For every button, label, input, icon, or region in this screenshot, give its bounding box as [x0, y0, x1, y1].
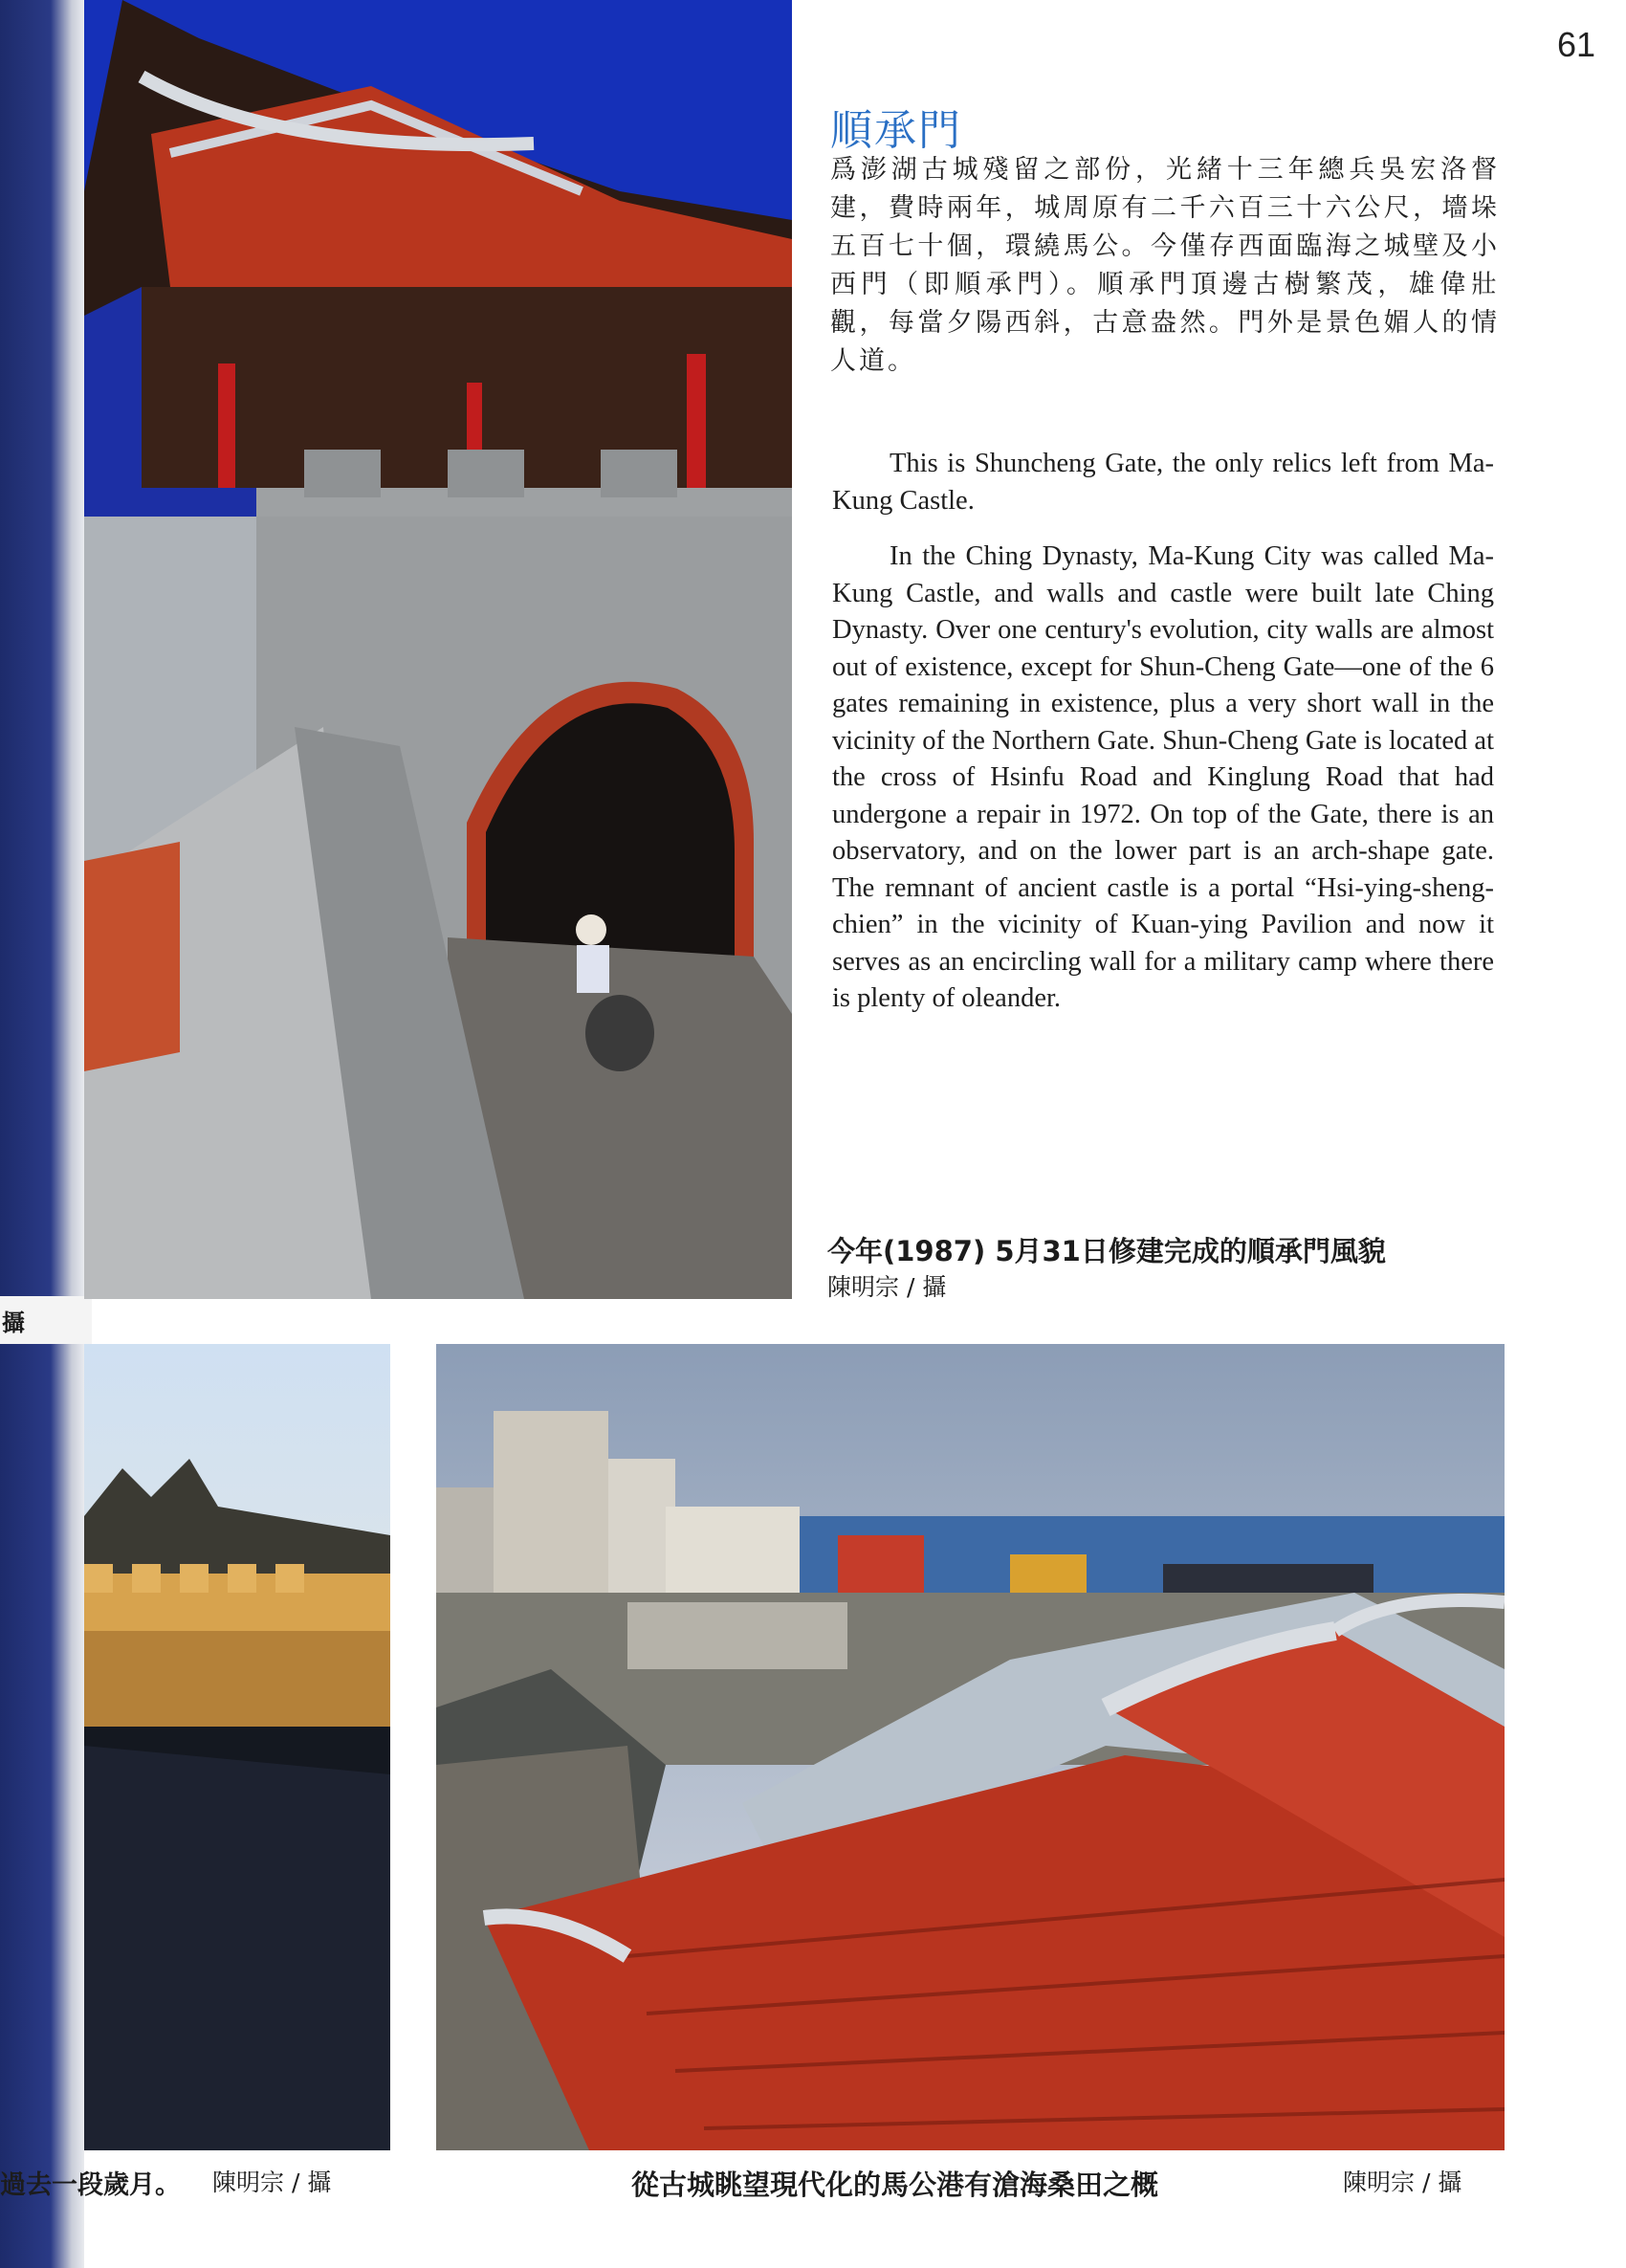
gutter-caption-fragment: 攝: [2, 1310, 25, 1336]
caption-wall-credit: 陳明宗 / 攝: [212, 2169, 332, 2196]
english-paragraph-2: [832, 539, 1494, 1018]
chinese-description: 爲澎湖古城殘留之部份，光緒十三年總兵吳宏洛督建，費時兩年，城周原有二千六百三十六公尺，墻垛五百七十個，環繞馬公。今僅存西面臨海之城壁及小西門（即順承門）。順承門頂邊古樹繁茂，雄偉壯觀，每當夕陽西斜，古意盎然。門外是景色媚人的情人道。: [830, 155, 1500, 376]
section-heading: 順承門: [830, 106, 962, 155]
photo-city-wall-sunset: [84, 1344, 390, 2150]
caption-gate: 今年(1987) 5月31日修建完成的順承門風貌: [827, 1235, 1386, 1267]
caption-harbor: 從古城眺望現代化的馬公港有滄海桑田之概: [631, 2169, 1159, 2201]
english-paragraph-2-text: In the Ching Dynasty, Ma-Kung City was called Ma-Kung Castle, and walls and castle were built late Ching Dynasty. Over one century's evolution, city walls are almost out of existence, except for Shun-Cheng Gate—one of the 6 gates remaining in existence, plus a very short wall in the vicinity of the Northern Gate. Shun-Cheng Gate is located at the cross of Hsinfu Road and Kinglung Road that had undergone a repair in 1972. On top of the Gate, there is an observatory, and on the lower part is an arch-shape gate. The remnant of ancient castle is a portal “Hsi-ying-sheng-chien” in the vicinity of Kuan-ying Pavilion and now it serves as an encircling wall for a military camp where there is plenty of oleander.: [832, 541, 1494, 1013]
photo-makung-harbor-view: [436, 1344, 1505, 2150]
photo-shuncheng-gate: [84, 0, 792, 1299]
english-paragraph-1: [832, 446, 1494, 519]
binding-gutter: [0, 0, 84, 2268]
caption-harbor-credit: 陳明宗 / 攝: [1343, 2169, 1462, 2196]
caption-gate-credit: 陳明宗 / 攝: [827, 1273, 947, 1301]
page-number: 61: [1557, 25, 1596, 64]
english-paragraph-1-text: This is Shuncheng Gate, the only relics left from Ma-Kung Castle.: [832, 449, 1494, 516]
caption-wall: 過去一段歲月。: [0, 2170, 181, 2200]
